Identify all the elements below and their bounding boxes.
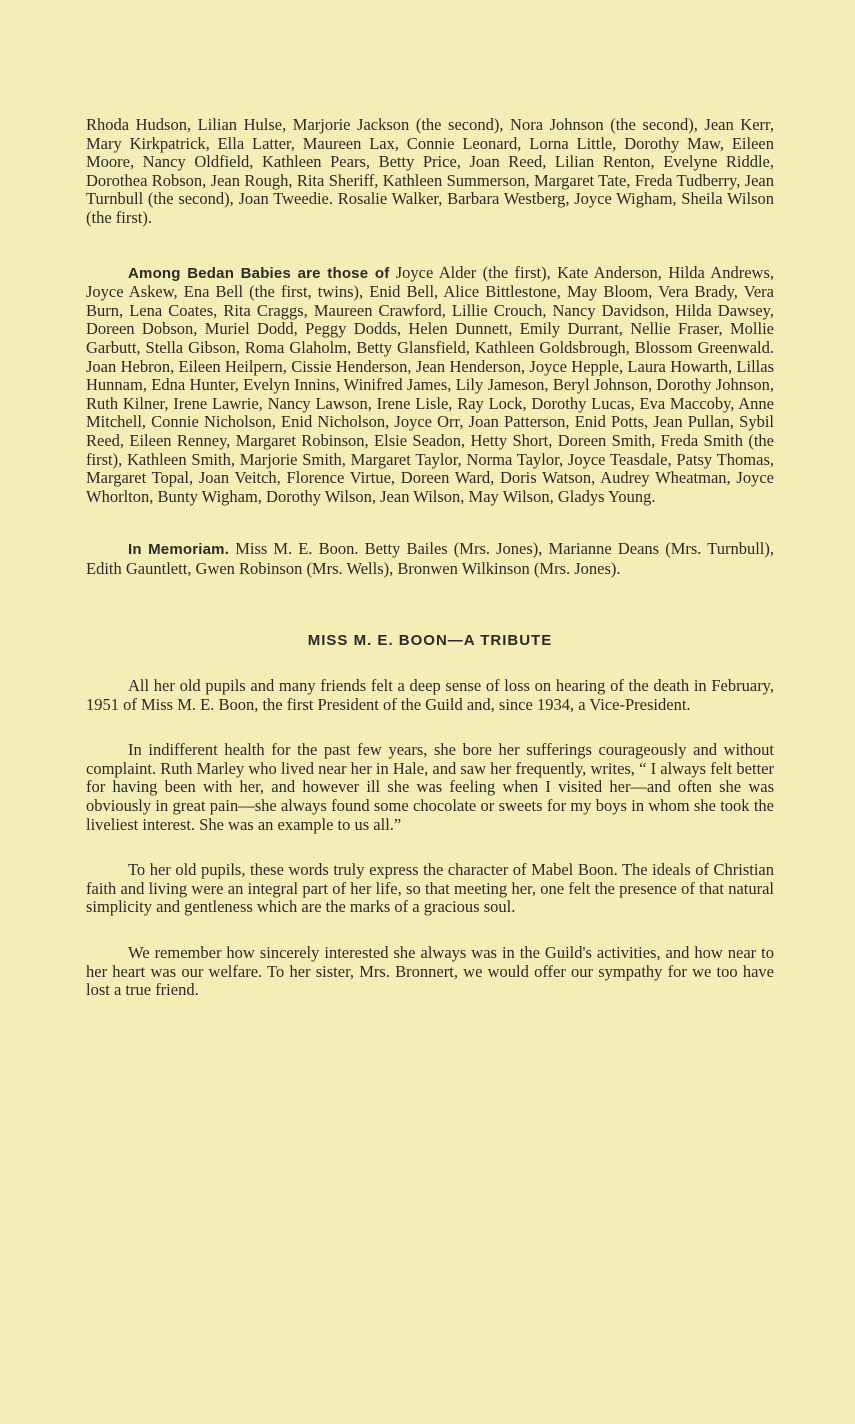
- tribute-paragraph-1: All her old pupils and many friends felt a deep sense of loss on hearing of the death in February, 1951 of Miss M. E. Boon, the first President of the Guild and, since 1934, a Vice-President.: [86, 676, 774, 714]
- tribute-paragraph-2: In indifferent health for the past few years, she bore her sufferings courageously and without complaint. Ruth Marley who lived near her in Hale, and saw her frequently, writes, “ I always felt better for having been with her, and however ill she was feeling when I visited her—and often she was obviously in great pain—she always found some chocolate or sweets for my boys in whom she took the liveliest interest. She was an example to us all.”: [86, 740, 774, 834]
- bedan-babies-lead: Among Bedan Babies are those of: [128, 264, 390, 282]
- bedan-babies-text: Joyce Alder (the first), Kate Anderson, Hilda Andrews, Joyce Askew, Ena Bell (the first, twins), Enid Bell, Alice Bittlestone, May Bloom, Vera Brady, Vera Burn, Lena Coates, Rita Craggs, Maureen Crawford, Lillie Crouch, Nancy Davidson, Hilda Dawsey, Doreen Dobson, Muriel Dodd, Peggy Dodds, Helen Dunnett, Emily Durrant, Nellie Fraser, Mollie Garbutt, Stella Gibson, Roma Glaholm, Betty Glansfield, Kathleen Goldsbrough, Blossom Greenwald. Joan Hebron, Eileen Heilpern, Cissie Henderson, Jean Henderson, Joyce Hepple, Laura Howarth, Lillas Hunnam, Edna Hunter, Evelyn Innins, Winifred James, Lily Jameson, Beryl Johnson, Dorothy Johnson, Ruth Kilner, Irene Lawrie, Nancy Lawson, Irene Lisle, Ray Lock, Dorothy Lucas, Eva Maccoby, Anne Mitchell, Connie Nicholson, Enid Nicholson, Joyce Orr, Joan Patterson, Enid Potts, Jean Pullan, Sybil Reed, Eileen Renney, Margaret Robinson, Elsie Seadon, Hetty Short, Doreen Smith, Freda Smith (the first), Kathleen Smith, Marjorie Smith, Margaret Taylor, Norma Taylor, Joyce Teasdale, Patsy Thomas, Margaret Topal, Joan Veitch, Florence Virtue, Doreen Ward, Doris Watson, Audrey Wheatman, Joyce Whorlton, Bunty Wigham, Dorothy Wilson, Jean Wilson, May Wilson, Gladys Young.: [86, 262, 774, 506]
- document-page: [86, 116, 774, 1000]
- tribute-paragraph-3: To her old pupils, these words truly express the character of Mabel Boon. The ideals of Christian faith and living were an integral part of her life, so that meeting her, one felt the presence of that natural simplicity and gentleness which are the marks of a gracious soul.: [86, 860, 774, 917]
- in-memoriam-text: Miss M. E. Boon. Betty Bailes (Mrs. Jones), Marianne Deans (Mrs. Turnbull), Edith Gauntlett, Gwen Robinson (Mrs. Wells), Bronwen Wilkinson (Mrs. Jones).: [86, 539, 774, 578]
- in-memoriam-lead: In Memoriam.: [128, 541, 230, 559]
- tribute-paragraph-4: We remember how sincerely interested she always was in the Guild's activities, and how near to her heart was our welfare. To her sister, Mrs. Bronnert, we would offer our sympathy for we too have lost a true friend.: [86, 943, 774, 1000]
- bedan-babies-paragraph: [86, 264, 774, 507]
- member-list-paragraph: Rhoda Hudson, Lilian Hulse, Marjorie Jackson (the second), Nora Johnson (the second), Jean Kerr, Mary Kirkpatrick, Ella Latter, Maureen Lax, Connie Leonard, Lorna Little, Dorothy Maw, Eileen Moore, Nancy Oldfield, Kathleen Pears, Betty Price, Joan Reed, Lilian Renton, Evelyne Riddle, Dorothea Robson, Jean Rough, Rita Sheriff, Kathleen Summerson, Margaret Tate, Freda Tudberry, Jean Turnbull (the second), Joan Tweedie. Rosalie Walker, Barbara Westberg, Joyce Wigham, Sheila Wilson (the first).: [86, 115, 774, 227]
- tribute-heading: MISS M. E. BOON—A TRIBUTE: [307, 632, 553, 650]
- in-memoriam-paragraph: [86, 540, 774, 578]
